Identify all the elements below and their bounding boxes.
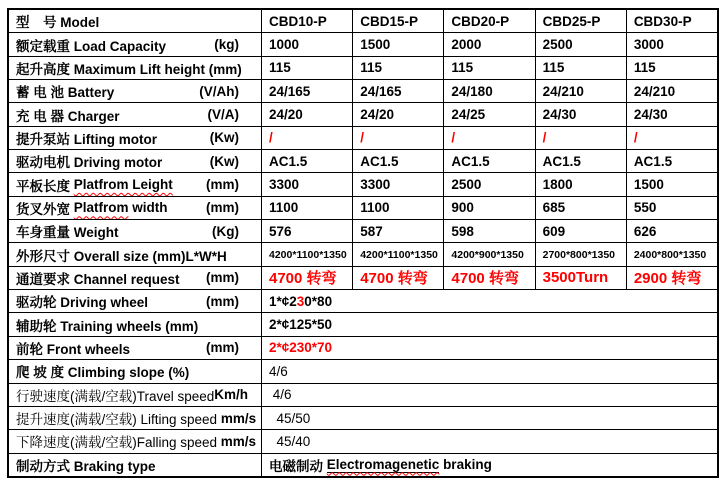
value-model-CBD20-P <box>444 10 535 32</box>
text-segment: 1100 <box>269 200 299 216</box>
value-lifting-motor-CBD10-P <box>262 127 353 149</box>
row-label-braking-type <box>9 454 262 476</box>
value-platform-length-CBD30-P <box>627 173 717 195</box>
value-platform-length-CBD10-P <box>262 173 353 195</box>
text-segment: 598 <box>451 223 474 239</box>
forklift-spec-table <box>7 8 719 478</box>
value-driving-motor-CBD30-P <box>627 150 717 172</box>
text-segment: CBD30-P <box>633 13 692 29</box>
spec-row-charger <box>9 103 717 126</box>
unit-label: (kg) <box>214 37 239 53</box>
row-label-platform-length <box>9 173 262 195</box>
value-weight-CBD15-P <box>353 220 444 242</box>
row-label-max-lift-height <box>9 57 262 79</box>
text-segment: 外形尺寸 Overall size (mm)L*W*H <box>16 248 227 264</box>
value-charger-CBD15-P <box>353 103 444 125</box>
row-label-climbing-slope <box>9 360 262 382</box>
spec-row-travel-speed <box>9 384 717 407</box>
value-weight-CBD20-P <box>444 220 535 242</box>
value-max-lift-height-CBD15-P <box>353 57 444 79</box>
value-platform-width-CBD25-P <box>536 197 627 219</box>
text-segment: 1*¢2 <box>269 293 297 309</box>
row-label-load-capacity <box>9 33 262 55</box>
spec-row-platform-width <box>9 197 717 220</box>
text-segment: Platfrom Leight <box>73 177 173 193</box>
text-segment: 587 <box>360 223 383 239</box>
value-load-capacity-CBD25-P <box>536 33 627 55</box>
unit-label: (Kg) <box>212 223 239 239</box>
text-segment: 货叉外宽 <box>16 201 74 217</box>
text-segment: 2900 转弯 <box>633 270 702 288</box>
text-segment: 4/6 <box>269 387 292 403</box>
text-segment: 626 <box>633 223 657 239</box>
text-segment: Electromagenetic <box>326 456 440 472</box>
value-platform-width-CBD15-P <box>353 197 444 219</box>
value-braking-type <box>262 454 717 476</box>
text-segment: 车身重量 Weight <box>16 225 119 241</box>
text-segment: AC1.5 <box>451 153 490 169</box>
text-segment: AC1.5 <box>269 153 308 169</box>
value-platform-width-CBD20-P <box>444 197 535 219</box>
value-channel-request-CBD30-P <box>627 267 717 289</box>
value-battery-CBD10-P <box>262 80 353 102</box>
row-label-model <box>9 10 262 32</box>
row-label-driving-motor <box>9 150 262 172</box>
text-segment: 驱动轮 Driving wheel <box>16 295 149 311</box>
text-segment: 609 <box>542 223 566 239</box>
text-segment: 型 号 Model <box>16 15 100 31</box>
value-battery-CBD15-P <box>353 80 444 102</box>
spec-row-lifting-speed <box>9 407 717 430</box>
value-overall-size-CBD30-P <box>627 243 717 265</box>
unit-label: (Kw) <box>209 153 239 169</box>
text-segment: / <box>360 130 364 146</box>
value-platform-width-CBD30-P <box>627 197 717 219</box>
text-segment: 2700*800*1350 <box>542 248 616 261</box>
value-load-capacity-CBD15-P <box>353 33 444 55</box>
value-max-lift-height-CBD30-P <box>627 57 717 79</box>
value-driving-wheel <box>262 290 717 312</box>
row-label-training-wheels <box>9 313 262 335</box>
value-weight-CBD10-P <box>262 220 353 242</box>
unit-label: (V/A) <box>207 107 239 123</box>
text-segment: 3 <box>296 293 305 309</box>
text-segment: 充 电 器 Charger <box>16 108 120 124</box>
value-battery-CBD30-P <box>627 80 717 102</box>
text-segment: 900 <box>451 200 474 216</box>
text-segment: 24/180 <box>451 83 493 99</box>
text-segment: 576 <box>269 223 292 239</box>
text-segment: width <box>128 200 168 216</box>
text-segment: 550 <box>633 200 657 216</box>
text-segment: 制动方式 Braking type <box>16 458 156 474</box>
value-channel-request-CBD15-P <box>353 267 444 289</box>
value-weight-CBD30-P <box>627 220 717 242</box>
unit-label: (mm) <box>206 270 239 286</box>
value-lifting-motor-CBD20-P <box>444 127 535 149</box>
unit-label: (mm) <box>206 200 239 216</box>
row-label-weight <box>9 220 262 242</box>
text-segment: 24/210 <box>633 83 676 99</box>
text-segment: AC1.5 <box>542 153 581 169</box>
value-channel-request-CBD20-P <box>444 267 535 289</box>
value-falling-speed <box>262 430 717 452</box>
text-segment: 提升泵站 Lifting motor <box>16 131 157 147</box>
text-segment: 平板长度 <box>16 178 74 194</box>
row-label-falling-speed <box>9 430 262 452</box>
text-segment: 24/20 <box>269 107 303 123</box>
value-training-wheels <box>262 313 717 335</box>
value-platform-width-CBD10-P <box>262 197 353 219</box>
spec-row-training-wheels <box>9 313 717 336</box>
text-segment: 115 <box>542 60 565 76</box>
value-climbing-slope <box>262 360 717 382</box>
text-segment: 前轮 Front wheels <box>16 341 131 357</box>
text-segment: 3000 <box>633 37 664 53</box>
text-segment: 4700 转弯 <box>269 270 337 288</box>
text-segment: 24/30 <box>542 107 577 123</box>
value-charger-CBD10-P <box>262 103 353 125</box>
text-segment: 2*¢125*50 <box>269 317 333 333</box>
spec-row-load-capacity <box>9 33 717 56</box>
text-segment: 下降速度(满载/空载)Falling speed <box>16 435 218 451</box>
spec-row-model <box>9 10 717 33</box>
text-segment: 4/6 <box>269 363 288 379</box>
text-segment: braking <box>439 457 492 473</box>
text-segment: CBD15-P <box>360 13 418 29</box>
row-label-lifting-speed <box>9 407 262 429</box>
text-segment: 4200*1100*1350 <box>360 248 438 261</box>
text-segment: mm/s <box>217 433 257 449</box>
spec-row-lifting-motor <box>9 127 717 150</box>
unit-label: Km/h <box>214 387 249 403</box>
row-label-platform-width <box>9 197 262 219</box>
spec-row-climbing-slope <box>9 360 717 383</box>
value-lifting-motor-CBD30-P <box>627 127 717 149</box>
text-segment: AC1.5 <box>360 153 399 169</box>
text-segment: 0*80 <box>304 293 333 309</box>
text-segment: 1100 <box>360 200 390 216</box>
text-segment: 3300 <box>360 177 391 193</box>
text-segment: AC1.5 <box>633 153 673 169</box>
text-segment: Platfrom <box>73 200 129 216</box>
text-segment: 1800 <box>542 177 573 193</box>
text-segment: CBD10-P <box>269 13 327 29</box>
unit-label: (V/Ah) <box>199 83 239 99</box>
value-max-lift-height-CBD20-P <box>444 57 535 79</box>
spec-row-front-wheels <box>9 337 717 360</box>
spec-row-platform-length <box>9 173 717 196</box>
value-charger-CBD20-P <box>444 103 535 125</box>
text-segment: 起升高度 Maximum Lift height (mm) <box>16 61 242 77</box>
value-model-CBD15-P <box>353 10 444 32</box>
text-segment: 提升速度(满载/空载) Lifting speed <box>16 412 218 428</box>
row-label-overall-size <box>9 243 262 265</box>
text-segment: 45/40 <box>269 433 311 449</box>
text-segment: 2400*800*1350 <box>633 248 707 261</box>
row-label-front-wheels <box>9 337 262 359</box>
text-segment: 行驶速度(满载/空载)Travel speed <box>16 388 215 404</box>
value-platform-length-CBD25-P <box>536 173 627 195</box>
value-channel-request-CBD25-P <box>536 267 627 289</box>
spec-row-driving-wheel <box>9 290 717 313</box>
spec-row-battery <box>9 80 717 103</box>
text-segment: 辅助轮 Training wheels (mm) <box>16 318 199 334</box>
text-segment: 4700 转弯 <box>451 270 519 288</box>
text-segment: 驱动电机 Driving motor <box>16 155 163 171</box>
value-load-capacity-CBD30-P <box>627 33 717 55</box>
unit-label: (mm) <box>206 177 239 193</box>
value-lifting-motor-CBD25-P <box>536 127 627 149</box>
value-charger-CBD30-P <box>627 103 717 125</box>
text-segment: 4700 转弯 <box>360 270 428 288</box>
value-charger-CBD25-P <box>536 103 627 125</box>
value-model-CBD10-P <box>262 10 353 32</box>
text-segment: 4200*1100*1350 <box>269 248 347 261</box>
text-segment: 2000 <box>451 37 482 53</box>
row-label-travel-speed <box>9 384 262 406</box>
value-lifting-motor-CBD15-P <box>353 127 444 149</box>
value-max-lift-height-CBD25-P <box>536 57 627 79</box>
spec-row-max-lift-height <box>9 57 717 80</box>
text-segment: 24/20 <box>360 107 394 123</box>
text-segment: mm/s <box>217 410 257 426</box>
value-battery-CBD20-P <box>444 80 535 102</box>
row-label-charger <box>9 103 262 125</box>
text-segment: 1500 <box>633 177 664 193</box>
unit-label: (Kw) <box>209 130 239 146</box>
text-segment: 685 <box>542 200 566 216</box>
text-segment: 24/165 <box>269 83 311 99</box>
text-segment: CBD20-P <box>451 13 510 29</box>
row-label-driving-wheel <box>9 290 262 312</box>
text-segment: 2500 <box>451 177 482 193</box>
text-segment: 115 <box>360 60 382 76</box>
value-driving-motor-CBD10-P <box>262 150 353 172</box>
text-segment: 115 <box>633 60 656 76</box>
text-segment: 24/210 <box>542 83 584 99</box>
value-driving-motor-CBD25-P <box>536 150 627 172</box>
row-label-battery <box>9 80 262 102</box>
value-model-CBD30-P <box>627 10 717 32</box>
value-overall-size-CBD20-P <box>444 243 535 265</box>
text-segment: 2*¢230*70 <box>269 340 333 356</box>
text-segment: 3300 <box>269 177 300 193</box>
value-load-capacity-CBD20-P <box>444 33 535 55</box>
spec-row-driving-motor <box>9 150 717 173</box>
spec-row-braking-type <box>9 454 717 476</box>
text-segment: 115 <box>451 60 474 76</box>
value-overall-size-CBD10-P <box>262 243 353 265</box>
spec-row-channel-request <box>9 267 717 290</box>
value-platform-length-CBD20-P <box>444 173 535 195</box>
text-segment: / <box>633 130 638 146</box>
value-model-CBD25-P <box>536 10 627 32</box>
text-segment: 额定载重 Load Capacity <box>16 38 167 54</box>
text-segment: / <box>451 130 456 146</box>
text-segment: 24/30 <box>633 107 668 123</box>
value-weight-CBD25-P <box>536 220 627 242</box>
value-front-wheels <box>262 337 717 359</box>
text-segment: 2500 <box>542 37 573 53</box>
value-travel-speed <box>262 384 717 406</box>
value-driving-motor-CBD20-P <box>444 150 535 172</box>
text-segment: / <box>542 130 547 146</box>
spec-row-weight <box>9 220 717 243</box>
value-lifting-speed <box>262 407 717 429</box>
text-segment: 1500 <box>360 37 391 53</box>
value-platform-length-CBD15-P <box>353 173 444 195</box>
text-segment: 通道要求 Channel request <box>16 271 180 287</box>
text-segment: 蓄 电 池 Battery <box>16 85 115 101</box>
value-overall-size-CBD15-P <box>353 243 444 265</box>
text-segment: 电磁制动 <box>269 458 327 474</box>
unit-label: (mm) <box>206 340 239 356</box>
value-channel-request-CBD10-P <box>262 267 353 289</box>
text-segment: 24/25 <box>451 107 486 123</box>
text-segment: / <box>269 130 273 146</box>
text-segment: 4200*900*1350 <box>451 248 524 261</box>
text-segment: 24/165 <box>360 83 402 99</box>
value-driving-motor-CBD15-P <box>353 150 444 172</box>
row-label-lifting-motor <box>9 127 262 149</box>
value-battery-CBD25-P <box>536 80 627 102</box>
text-segment: 1000 <box>269 37 300 53</box>
spec-row-overall-size <box>9 243 717 266</box>
text-segment: 3500Turn <box>542 269 609 287</box>
value-max-lift-height-CBD10-P <box>262 57 353 79</box>
text-segment: 爬 坡 度 Climbing slope (%) <box>16 365 190 381</box>
row-label-channel-request <box>9 267 262 289</box>
spec-row-falling-speed <box>9 430 717 453</box>
text-segment: CBD25-P <box>542 13 601 29</box>
unit-label: (mm) <box>206 293 239 309</box>
text-segment: 115 <box>269 60 291 76</box>
value-overall-size-CBD25-P <box>536 243 627 265</box>
text-segment: 45/50 <box>269 410 311 426</box>
value-load-capacity-CBD10-P <box>262 33 353 55</box>
